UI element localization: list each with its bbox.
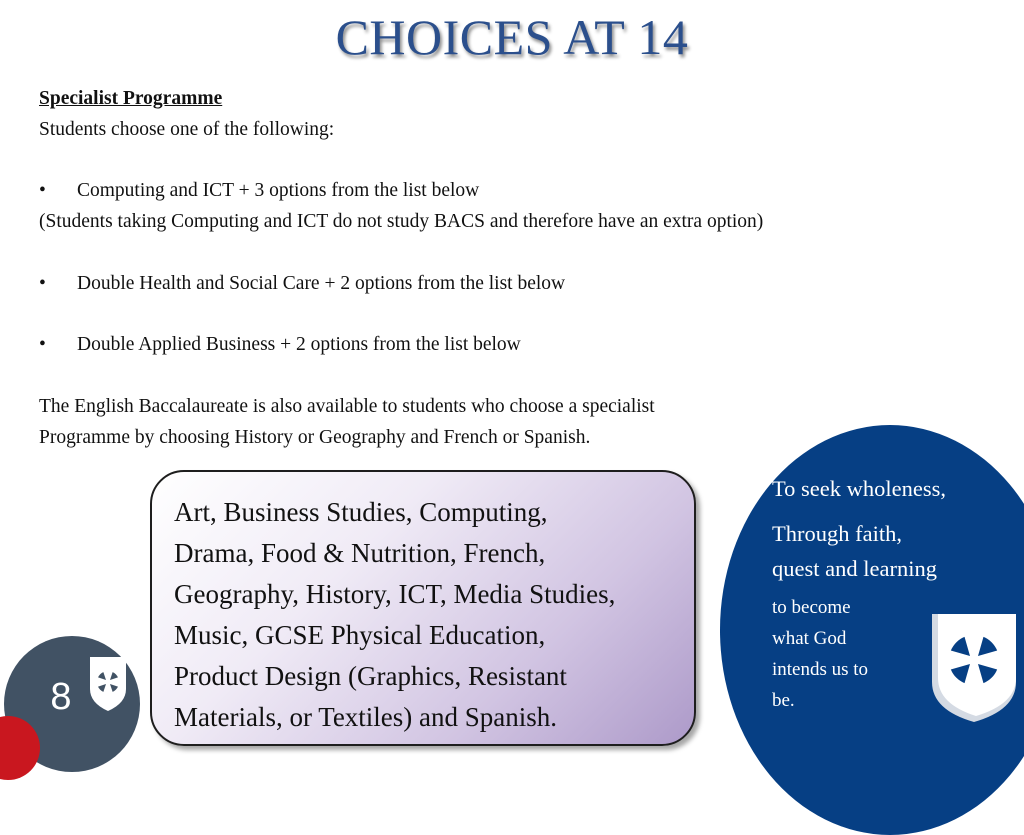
motto-line-5: what God [772,628,847,649]
specialist-programme-section [39,84,939,454]
intro-text: Students choose one of the following: [39,118,335,140]
slide-title: CHOICES AT 14 [335,9,689,65]
baccalaureate-line-2: Programme by choosing History or Geography and French or Spanish. [39,426,591,448]
motto-lines-2-3 [772,516,937,586]
motto-line-3: quest and learning [772,556,937,581]
spacer [39,238,939,269]
subject-options-line: Materials, or Textiles) and Spanish. [174,702,558,732]
shield-cross-icon [88,655,128,713]
shield-cross-icon [928,612,1020,724]
spacer [39,300,939,331]
bullet-icon: • [39,180,46,202]
option-computing-text: Computing and ICT + 3 options from the list below [77,180,480,202]
option-health-text: Double Health and Social Care + 2 options from the list below [77,272,566,294]
subject-options-line: Product Design (Graphics, Resistant [174,661,567,691]
motto-line-1: To seek wholeness, [772,476,947,501]
page-number: 8 [50,676,72,718]
section-heading: Specialist Programme [39,88,223,109]
option-computing [39,176,939,207]
subject-options-line: Drama, Food & Nutrition, French, [174,538,546,568]
motto-lines-4-7 [772,592,868,716]
option-health-social-care [39,269,939,300]
bullet-icon: • [39,272,46,294]
option-applied-business [39,330,939,361]
bullet-icon: • [39,334,46,356]
spacer [39,146,939,177]
subject-options-line: Music, GCSE Physical Education, [174,620,546,650]
spacer [39,361,939,392]
subject-options-line: Geography, History, ICT, Media Studies, [174,579,616,609]
baccalaureate-line-1: The English Baccalaureate is also available to students who choose a specialist [39,395,655,417]
subject-options-list [174,492,684,738]
option-business-text: Double Applied Business + 2 options from the list below [77,334,521,356]
option-computing-note: (Students taking Computing and ICT do not study BACS and therefore have an extra option) [39,211,764,233]
motto-line-7: be. [772,690,795,711]
subject-options-box [150,470,696,746]
motto-line-2: Through faith, [772,521,902,546]
subject-options-line: Art, Business Studies, Computing, [174,497,548,527]
motto-line-6: intends us to [772,659,869,680]
motto-line-4: to become [772,597,851,618]
